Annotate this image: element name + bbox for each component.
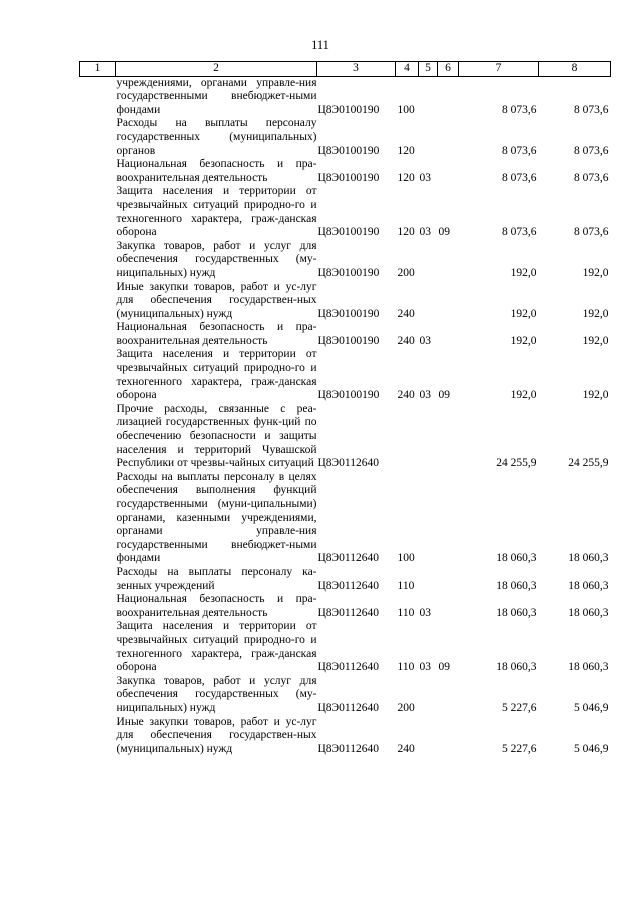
- cell-subsection: 09: [438, 389, 450, 402]
- cell-index: [80, 240, 116, 281]
- cell-amount-year1: 8 073,6: [502, 144, 537, 157]
- cell-subsection: [438, 321, 459, 348]
- cell-amount-year1: 192,0: [510, 307, 537, 320]
- column-number-7: 7: [459, 62, 539, 77]
- cell-subsection: [438, 158, 459, 185]
- cell-expense-name: Защита населения и территории от чрезвычайных ситуаций природно-го и техногенного характера, граж-данская оборона: [116, 185, 317, 239]
- column-number-3: 3: [317, 62, 396, 77]
- cell-subsection: [438, 117, 459, 158]
- cell-index: [80, 620, 116, 674]
- cell-amount-year2: 18 060,3: [568, 552, 609, 565]
- cell-amount-year1: 18 060,3: [496, 661, 537, 674]
- cell-index: [80, 593, 116, 620]
- table-row: [80, 240, 611, 281]
- cell-expense-name: Национальная безопасность и пра-воохранительная деятельность: [116, 158, 317, 184]
- cell-amount-year1: 5 227,6: [502, 701, 537, 714]
- cell-subsection: [438, 240, 459, 281]
- table-row: [80, 675, 611, 716]
- cell-amount-year1: 18 060,3: [496, 579, 537, 592]
- cell-amount-year2: 18 060,3: [568, 579, 609, 592]
- table-row: [80, 281, 611, 322]
- cell-section: [419, 675, 438, 716]
- cell-amount-year2: 8 073,6: [574, 103, 609, 116]
- cell-expense-name: Защита населения и территории от чрезвычайных ситуаций природно-го и техногенного характера, граж-данская оборона: [116, 620, 317, 674]
- cell-subsection: [438, 403, 459, 471]
- cell-section: [419, 471, 438, 566]
- cell-section: [419, 281, 438, 322]
- cell-amount-year1: 192,0: [510, 334, 537, 347]
- table-row: [80, 348, 611, 402]
- cell-section: [419, 240, 438, 281]
- cell-amount-year1: 8 073,6: [502, 103, 537, 116]
- cell-section: 03: [419, 661, 431, 674]
- cell-index: [80, 281, 116, 322]
- cell-expense-name: Иные закупки товаров, работ и ус-луг для обеспечения государствен-ных (муниципальных) нужд: [116, 715, 317, 755]
- table-row: [80, 471, 611, 566]
- cell-expense-name: учреждениями, органами управле-ния государственными внебюджет-ными фондами: [116, 76, 317, 116]
- cell-target-article: Ц8Э0112640: [317, 606, 379, 619]
- cell-index: [80, 158, 116, 185]
- cell-expense-name: Национальная безопасность и пра-воохранительная деятельность: [116, 321, 317, 347]
- column-number-8: 8: [539, 62, 611, 77]
- cell-target-article: Ц8Э0100190: [317, 103, 380, 116]
- cell-target-article: Ц8Э0112640: [317, 457, 379, 470]
- cell-amount-year1: 192,0: [510, 266, 537, 279]
- cell-expense-type: 200: [397, 701, 415, 714]
- cell-expense-name: Прочие расходы, связанные с реа-лизацией государственных функ-ций по обеспечению безопасности и защиты населения и территорий Чувашской Республики от чрезвы-чайных ситуаций: [116, 402, 317, 470]
- cell-section: 03: [419, 226, 431, 239]
- page-number: 111: [311, 38, 329, 52]
- cell-amount-year1: 8 073,6: [502, 171, 537, 184]
- cell-target-article: Ц8Э0112640: [317, 552, 379, 565]
- cell-expense-name: Закупка товаров, работ и услуг для обеспечения государственных (му-ниципальных) нужд: [116, 674, 317, 714]
- cell-target-article: Ц8Э0112640: [317, 701, 379, 714]
- cell-index: [80, 117, 116, 158]
- column-number-2: 2: [116, 62, 317, 77]
- cell-expense-type: 200: [397, 266, 415, 279]
- cell-amount-year1: 24 255,9: [496, 457, 537, 470]
- cell-expense-name: Национальная безопасность и пра-воохранительная деятельность: [116, 593, 317, 619]
- cell-expense-name: Защита населения и территории от чрезвычайных ситуаций природно-го и техногенного характера, граж-данская оборона: [116, 348, 317, 402]
- cell-expense-name: Расходы на выплаты персоналу в целях обеспечения выполнения функций государственными (муни-ципальными) органами, казенными учреждениями, органами управле-ния государственными внебюджет-ными фондами: [116, 470, 317, 565]
- cell-subsection: [438, 76, 459, 117]
- cell-expense-type: 110: [397, 606, 415, 619]
- budget-table: [79, 61, 611, 756]
- cell-target-article: Ц8Э0100190: [317, 307, 380, 320]
- table-row: [80, 185, 611, 239]
- cell-amount-year1: 18 060,3: [496, 552, 537, 565]
- cell-subsection: [438, 675, 459, 716]
- column-number-4: 4: [396, 62, 419, 77]
- table-row: [80, 76, 611, 117]
- cell-expense-type: 240: [397, 307, 415, 320]
- cell-expense-name: Расходы на выплаты персоналу ка-зенных учреждений: [116, 565, 317, 592]
- cell-target-article: Ц8Э0100190: [317, 171, 380, 184]
- cell-section: [419, 76, 438, 117]
- cell-expense-type: 100: [397, 103, 415, 116]
- cell-expense-type: 240: [397, 389, 415, 402]
- cell-target-article: Ц8Э0100190: [317, 334, 380, 347]
- cell-expense-type: 240: [397, 742, 415, 755]
- cell-amount-year2: 18 060,3: [568, 661, 609, 674]
- cell-expense-type: 240: [397, 334, 415, 347]
- cell-section: 03: [419, 389, 431, 402]
- cell-subsection: 09: [438, 661, 450, 674]
- cell-amount-year2: 192,0: [582, 266, 609, 279]
- cell-target-article: Ц8Э0100190: [317, 144, 380, 157]
- cell-index: [80, 403, 116, 471]
- column-number-5: 5: [419, 62, 438, 77]
- column-number-1: 1: [80, 62, 116, 77]
- cell-expense-type: 120: [397, 171, 415, 184]
- table-row: [80, 566, 611, 593]
- cell-index: [80, 348, 116, 402]
- cell-section: 03: [419, 334, 431, 347]
- cell-target-article: Ц8Э0112640: [317, 742, 379, 755]
- cell-section: 03: [419, 171, 431, 184]
- cell-amount-year2: 8 073,6: [574, 171, 609, 184]
- cell-amount-year2: 8 073,6: [574, 226, 609, 239]
- cell-expense-type: 100: [397, 552, 415, 565]
- cell-expense-type: 110: [397, 661, 415, 674]
- cell-subsection: [438, 281, 459, 322]
- cell-amount-year2: 24 255,9: [568, 457, 609, 470]
- cell-index: [80, 321, 116, 348]
- cell-amount-year2: 192,0: [582, 307, 609, 320]
- cell-section: [419, 117, 438, 158]
- cell-index: [80, 566, 116, 593]
- cell-amount-year2: 18 060,3: [568, 606, 609, 619]
- cell-expense-type: 120: [397, 144, 415, 157]
- cell-amount-year2: 192,0: [582, 334, 609, 347]
- cell-subsection: 09: [438, 226, 450, 239]
- table-row: [80, 593, 611, 620]
- table-row: [80, 158, 611, 185]
- cell-subsection: [438, 471, 459, 566]
- table-row: [80, 716, 611, 757]
- cell-expense-name: Иные закупки товаров, работ и ус-луг для обеспечения государствен-ных (муниципальных) нужд: [116, 280, 317, 320]
- cell-expense-type: [396, 403, 419, 471]
- cell-section: 03: [419, 606, 431, 619]
- table-header: [80, 62, 611, 77]
- table-row: [80, 117, 611, 158]
- table-row: [80, 620, 611, 674]
- cell-amount-year1: 18 060,3: [496, 606, 537, 619]
- cell-expense-name: Расходы на выплаты персоналу государственных (муниципальных) органов: [116, 117, 317, 157]
- cell-target-article: Ц8Э0112640: [317, 579, 379, 592]
- cell-amount-year1: 5 227,6: [502, 742, 537, 755]
- cell-subsection: [438, 566, 459, 593]
- cell-target-article: Ц8Э0100190: [317, 389, 380, 402]
- cell-expense-name: Закупка товаров, работ и услуг для обеспечения государственных (му-ниципальных) нужд: [116, 239, 317, 279]
- cell-target-article: Ц8Э0112640: [317, 661, 379, 674]
- cell-amount-year2: 5 046,9: [574, 701, 609, 714]
- cell-index: [80, 716, 116, 757]
- cell-amount-year1: 192,0: [510, 389, 537, 402]
- cell-index: [80, 76, 116, 117]
- column-number-6: 6: [438, 62, 459, 77]
- cell-section: [419, 403, 438, 471]
- table-row: [80, 321, 611, 348]
- cell-subsection: [438, 716, 459, 757]
- cell-amount-year2: 5 046,9: [574, 742, 609, 755]
- cell-target-article: Ц8Э0100190: [317, 266, 380, 279]
- cell-section: [419, 716, 438, 757]
- cell-index: [80, 471, 116, 566]
- table-body: [80, 76, 611, 756]
- cell-target-article: Ц8Э0100190: [317, 226, 380, 239]
- table-row: [80, 403, 611, 471]
- cell-amount-year1: 8 073,6: [502, 226, 537, 239]
- cell-subsection: [438, 593, 459, 620]
- cell-expense-type: 120: [397, 226, 415, 239]
- cell-index: [80, 185, 116, 239]
- cell-amount-year2: 192,0: [582, 389, 609, 402]
- cell-section: [419, 566, 438, 593]
- cell-expense-type: 110: [397, 579, 415, 592]
- cell-amount-year2: 8 073,6: [574, 144, 609, 157]
- cell-index: [80, 675, 116, 716]
